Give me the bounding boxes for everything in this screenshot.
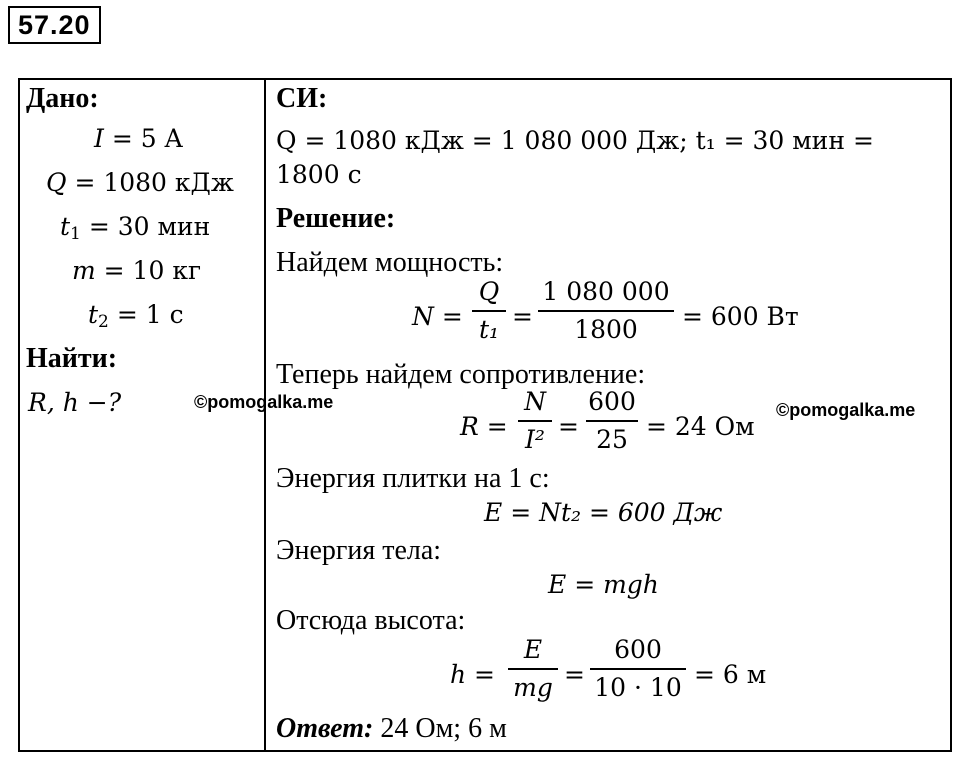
given-item: Q = 1080 кДж bbox=[46, 168, 234, 197]
solution-heading: Решение: bbox=[276, 203, 396, 234]
formula-energy-body: E = mgh bbox=[548, 570, 659, 599]
given-heading: Дано: bbox=[26, 83, 99, 114]
step-text: Энергия тела: bbox=[276, 535, 442, 566]
given-item: $t_1 = 30$ мин bbox=[60, 212, 211, 244]
given-item: m = 10 кг bbox=[72, 256, 202, 285]
si-line-2: 1800 c bbox=[276, 160, 362, 189]
step-text: Найдем мощность: bbox=[276, 247, 504, 278]
given-item: I = 5 A bbox=[94, 124, 183, 153]
watermark: ©pomogalka.me bbox=[776, 400, 916, 420]
step-text: Отсюда высота: bbox=[276, 605, 466, 636]
problem-number: 57.20 bbox=[8, 6, 101, 44]
formula-energy-tile: E = Nt₂ = 600 Дж bbox=[484, 498, 723, 527]
step-text: Теперь найдем сопротивление: bbox=[276, 359, 646, 390]
answer: Ответ: 24 Ом; 6 м bbox=[276, 713, 507, 744]
given-item: $t_2 = 1$ c bbox=[88, 300, 184, 332]
find-value: R, h −? bbox=[28, 388, 122, 417]
column-divider bbox=[264, 78, 266, 752]
step-text: Энергия плитки на 1 с: bbox=[276, 463, 550, 494]
watermark: ©pomogalka.me bbox=[194, 392, 334, 412]
find-heading: Найти: bbox=[26, 343, 118, 374]
si-heading: СИ: bbox=[276, 83, 328, 114]
si-line-1: Q = 1080 кДж = 1 080 000 Дж; t₁ = 30 мин = bbox=[276, 126, 874, 155]
